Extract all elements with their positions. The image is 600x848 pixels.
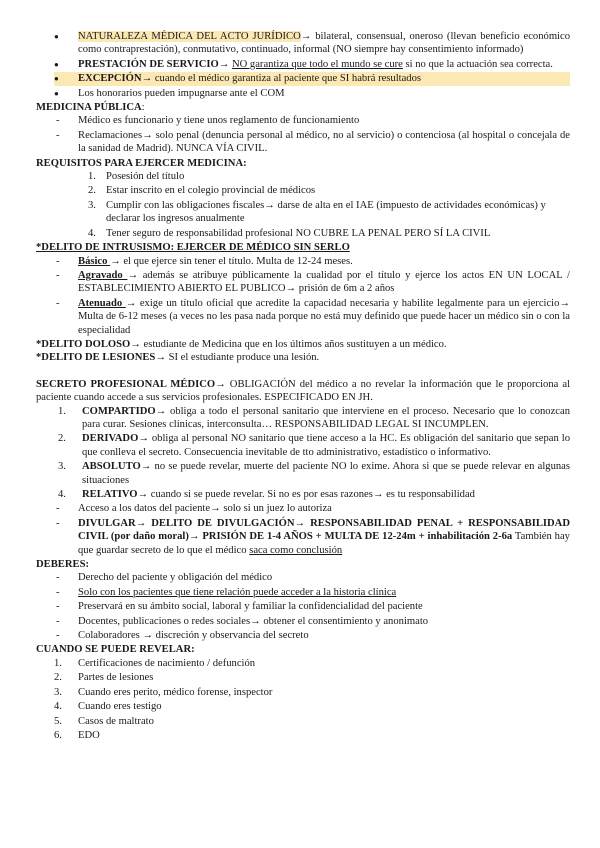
list-item: - DIVULGAR→ DELITO DE DIVULGACIÓN→ RESPONSABILIDAD PENAL + RESPONSABILIDAD CIVIL (por daño moral)→ PRISIÓN DE 1-4 AÑOS + MULTA DE 12-24m + inhabilitación 2-6a También hay que guardar secreto de lo que el médico saca como conclusión (52, 517, 570, 557)
list-item: - Docentes, publicaciones o redes sociales→ obtener el consentimiento y anonimato (52, 615, 570, 628)
intrusismo-list (52, 255, 570, 337)
highlighted-term: NATURALEZA MÉDICA DEL ACTO JURÍDICO (78, 31, 301, 42)
list-item: 3. ABSOLUTO→ no se puede revelar, muerte del paciente NO lo exime. Ahora si que se puede relevar en algunas situaciones (58, 461, 570, 486)
list-item: 2. Partes de lesiones (54, 672, 154, 684)
list-item: 1. Certificaciones de nacimiento / defunción (54, 657, 256, 669)
section-heading-deberes: DEBERES: (36, 559, 89, 571)
secreto-list (54, 405, 570, 502)
section-heading-revelar: CUANDO SE PUEDE REVELAR: (36, 644, 195, 656)
list-item: ● NATURALEZA MÉDICA DEL ACTO JURÍDICO→ bilateral, consensual, oneroso (llevan beneficio económico como contraprestación), conmutativo, continuado, informal (NO siempre hay consentimiento informado) (54, 30, 570, 57)
list-item: ● Los honorarios pueden impugnarse ante el COM (54, 87, 570, 100)
list-item: 5. Casos de maltrato (54, 715, 154, 727)
section-heading-medicina-publica: MEDICINA PÚBLICA: (36, 102, 145, 114)
list-item: ● EXCEPCIÓN→ cuando el médico garantiza al paciente que SI habrá resultados (54, 72, 570, 85)
list-item: 3. Cumplir con las obligaciones fiscales→ darse de alta en el IAE (impuesto de actividades económicas) y declarar los ingresos anualmente (88, 199, 546, 225)
list-item: - Colaboradores → discreción y observancia del secreto (52, 629, 570, 642)
medicina-publica-list (52, 114, 570, 155)
list-item: - Atenuado → exige un título oficial que acredite la capacidad necesaria y habilite legalmente para un ejercicio→ Multa de 6-12 meses (a veces no les pasa nada porque no está muy definido que puede hacer un médico sin o con la especialidad (52, 297, 570, 337)
list-item: 4. Tener seguro de responsabilidad profesional NO CUBRE LA PENAL PERO SÍ LA CIVIL (88, 227, 491, 239)
list-item: 6. EDO (54, 729, 100, 741)
list-item: 1. Posesión del título (88, 171, 185, 183)
deberes-list (52, 571, 570, 642)
list-item: 1. COMPARTIDO→ obliga a todo el personal sanitario que interviene en el proceso. Necesario que lo conozcan para curar. Sesiones clínicas, interconsulta… RESPONSABILIDAD LEGAL SI INCUMPLEN. (58, 405, 570, 430)
list-item: - Médico es funcionario y tiene unos reglamento de funcionamiento (52, 114, 570, 127)
secreto-dash-list (52, 502, 570, 557)
requisitos-list (88, 170, 570, 240)
list-item: 4. Cuando eres testigo (54, 701, 162, 713)
list-item: - Básico → el que ejerce sin tener el título. Multa de 12-24 meses. (52, 255, 570, 268)
list-item: - Solo con los pacientes que tiene relación puede acceder a la historia clínica (52, 586, 570, 599)
list-item: - Agravado → además se atribuye públicamente la cualidad por el título y ejerce los actos EN UN LOCAL / ESTABLECIMIENTO ABIERTO EL PUBLICO→ prisión de 6m a 2 años (52, 269, 570, 296)
section-heading-requisitos: REQUISITOS PARA EJERCER MEDICINA: (36, 157, 247, 169)
list-item: - Reclamaciones→ solo penal (denuncia personal al médico, no al servicio) o contenciosa (al hospital o concejala de la sanidad de Madrid). NUNCA VÍA CIVIL. (52, 129, 570, 156)
section-heading-intrusismo: *DELITO DE INTRUSISMO: EJERCER DE MÉDICO SIN SERLO (36, 242, 350, 254)
list-item: - Derecho del paciente y obligación del médico (52, 571, 570, 584)
list-item: 2. Estar inscrito en el colegio provincial de médicos (88, 185, 316, 197)
list-item: 3. Cuando eres perito, médico forense, inspector (54, 686, 273, 698)
intro-bullet-list (54, 30, 570, 100)
list-item: 4. RELATIVO→ cuando si se puede revelar. Si no es por esas razones→ es tu responsabilidad (58, 489, 475, 500)
list-item: 2. DERIVADO→ obliga al personal NO sanitario que tiene acceso a la HC. Es obligación del sanitario que sepan lo que conlleva el secreto. Consecuencia inevitable de tto administrativo, estadístico o informativo. (58, 433, 570, 458)
list-item: - Preservará en su ámbito social, laboral y familiar la confidencialidad del paciente (52, 600, 570, 613)
revelar-list (54, 657, 570, 742)
delito-doloso-line: *DELITO DOLOSO→ estudiante de Medicina que en los últimos años sustituyen a un médico. (36, 338, 447, 350)
spacer (36, 365, 570, 378)
secreto-paragraph: SECRETO PROFESIONAL MÉDICO→ OBLIGACIÓN del médico a no revelar la información que le proporciona al paciente cuando accede a sus servicios profesionales. ESPECIFICADO EN JH. (36, 378, 571, 404)
delito-lesiones-line: *DELITO DE LESIONES→ SI el estudiante produce una lesión. (36, 352, 320, 364)
list-item: ● PRESTACIÓN DE SERVICIO→ NO garantiza que todo el mundo se cure si no que la actuación sea correcta. (54, 58, 570, 71)
list-item: - Acceso a los datos del paciente→ solo si un juez lo autoriza (52, 502, 570, 515)
